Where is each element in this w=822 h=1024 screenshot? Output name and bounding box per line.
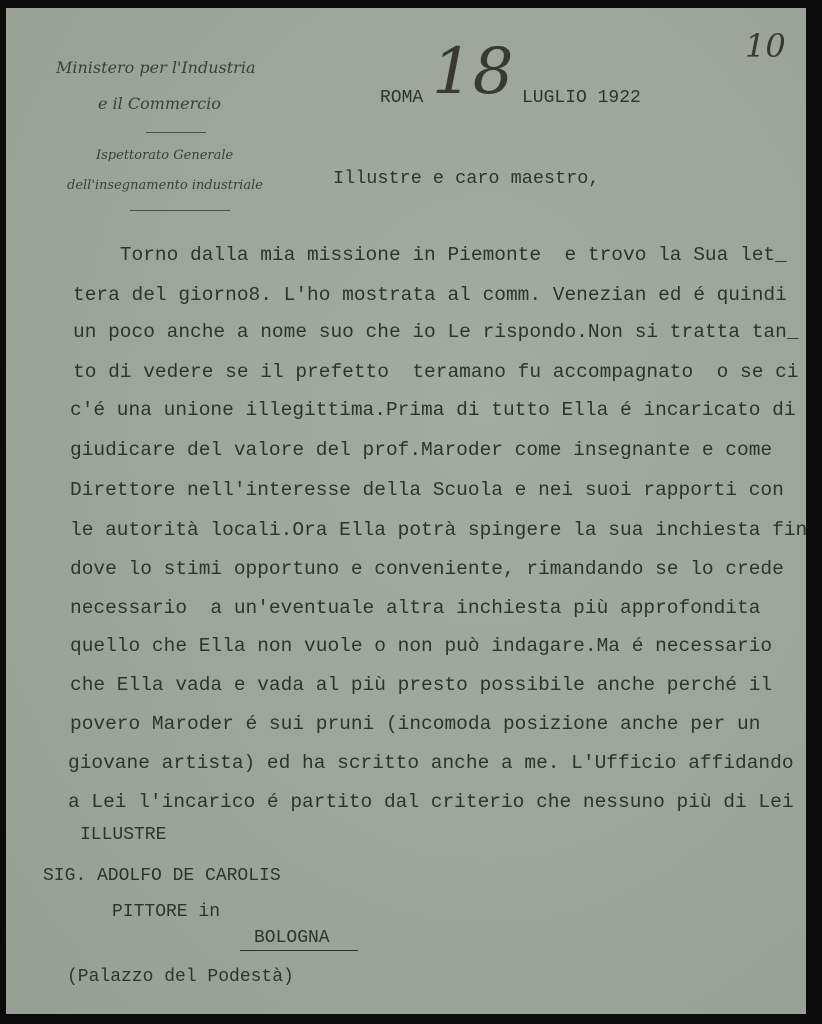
body-line: che Ella vada e vada al più presto possibile anche perché il	[70, 674, 773, 696]
letterhead-ministry: Ministero per l'Industria	[56, 58, 256, 77]
letterhead-divider	[130, 210, 230, 211]
body-line: povero Maroder é sui pruni (incomoda posizione anche per un	[70, 713, 761, 735]
letterhead-department: dell'insegnamento industriale	[67, 178, 263, 193]
body-line: necessario a un'eventuale altra inchiesta più approfondita	[70, 597, 761, 619]
body-line: quello che Ella non vuole o non può indagare.Ma é necessario	[70, 635, 773, 657]
city-underline	[240, 950, 358, 951]
body-line: a Lei l'incarico é partito dal criterio che nessuno più di Lei	[68, 791, 794, 813]
body-line: Torno dalla mia missione in Piemonte e trovo la Sua let_	[73, 244, 787, 266]
letterhead-inspectorate: Ispettorato Generale	[96, 148, 234, 163]
body-line: tera del giorno8. L'ho mostrata al comm. Venezian ed é quindi	[73, 284, 787, 306]
body-line: Direttore nell'interesse della Scuola e nei suoi rapporti con	[70, 479, 784, 501]
letterhead-divider	[146, 132, 206, 133]
address-name: SIG. ADOLFO DE CAROLIS	[43, 866, 281, 886]
page-number: 10	[745, 27, 786, 65]
address-city: BOLOGNA	[254, 928, 330, 948]
date-city: ROMA	[380, 88, 424, 108]
body-line: le autorità locali.Ora Ella potrà spingere la sua inchiesta fin	[70, 519, 808, 541]
body-line: to di vedere se il prefetto teramano fu accompagnato o se ci	[73, 361, 799, 383]
date-month-year: LUGLIO 1922	[522, 88, 641, 108]
address-place: (Palazzo del Podestà)	[67, 967, 294, 987]
date-day-handwritten: 18	[432, 35, 514, 109]
letterhead-commerce: e il Commercio	[98, 94, 221, 113]
body-line: giudicare del valore del prof.Maroder come insegnante e come	[70, 439, 773, 461]
salutation: Illustre e caro maestro,	[333, 168, 600, 189]
address-title: ILLUSTRE	[80, 825, 167, 845]
address-profession: PITTORE in	[112, 902, 221, 922]
body-line: un poco anche a nome suo che io Le rispondo.Non si tratta tan_	[73, 321, 799, 343]
body-line: dove lo stimi opportuno e conveniente, rimandando se lo crede	[70, 558, 784, 580]
body-line: giovane artista) ed ha scritto anche a me. L'Ufficio affidando	[68, 752, 794, 774]
body-line: c'é una unione illegittima.Prima di tutto Ella é incaricato di	[70, 399, 796, 421]
